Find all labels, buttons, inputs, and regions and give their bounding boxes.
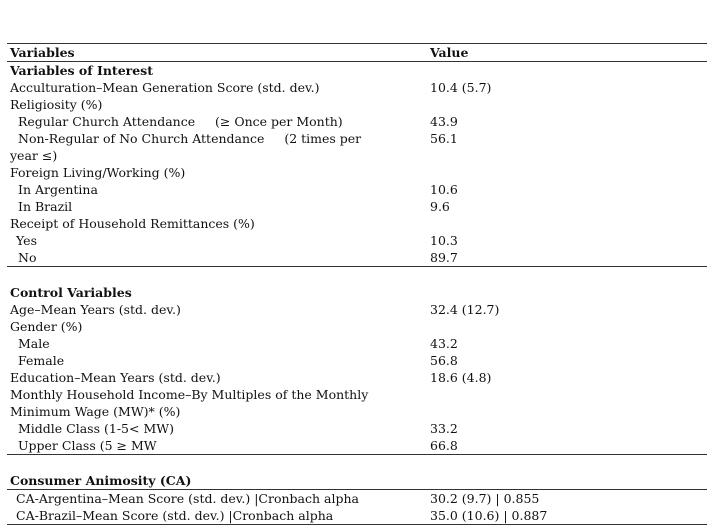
spacer xyxy=(7,455,707,472)
bottom-rule xyxy=(7,524,707,525)
table-row: No 89.7 xyxy=(18,250,458,265)
table-row: Middle Class (1-5< MW) 33.2 xyxy=(18,421,458,436)
table-row: Regular Church Attendance (≥ Once per Month) 43.9 xyxy=(18,114,458,129)
table-row: Yes 10.3 xyxy=(16,233,458,248)
table-row: Upper Class (5 ≥ MW 66.8 xyxy=(18,438,458,453)
table-row: In Argentina 10.6 xyxy=(18,182,458,197)
data-table xyxy=(7,43,707,525)
header-variables: Variables xyxy=(10,45,75,60)
header-value: Value xyxy=(430,45,469,60)
table-row: Foreign Living/Working (%) xyxy=(10,165,186,180)
table-row: Education–Mean Years (std. dev.) 18.6 (4.8) xyxy=(10,370,492,385)
spacer xyxy=(7,267,707,284)
table-row: Acculturation–Mean Generation Score (std. dev.) 10.4 (5.7) xyxy=(10,80,492,95)
table-row: Monthly Household Income–By Multiples of the Monthly xyxy=(10,387,369,402)
header-row xyxy=(7,44,707,61)
table-row: Male 43.2 xyxy=(18,336,458,351)
table-row: Non-Regular of No Church Attendance (2 times per year ≤) 56.1 xyxy=(10,131,458,163)
section-title-ca: Consumer Animosity (CA) xyxy=(10,473,192,488)
section-title-interest: Variables of Interest xyxy=(10,63,153,78)
table-row: Religiosity (%) xyxy=(10,97,103,112)
table-row: CA-Argentina–Mean Score (std. dev.) |Cronbach alpha 30.2 (9.7) | 0.855 xyxy=(16,491,540,506)
table-row: Gender (%) xyxy=(10,319,83,334)
table-row: Age–Mean Years (std. dev.) 32.4 (12.7) xyxy=(10,302,500,317)
table-row: Receipt of Household Remittances (%) xyxy=(10,216,255,231)
section-title-control: Control Variables xyxy=(10,285,132,300)
table-row: In Brazil 9.6 xyxy=(18,199,450,214)
table-row: Female 56.8 xyxy=(18,353,458,368)
table-row: Minimum Wage (MW)* (%) xyxy=(10,404,181,419)
table-row: CA-Brazil–Mean Score (std. dev.) |Cronbach alpha 35.0 (10.6) | 0.887 xyxy=(16,508,548,523)
